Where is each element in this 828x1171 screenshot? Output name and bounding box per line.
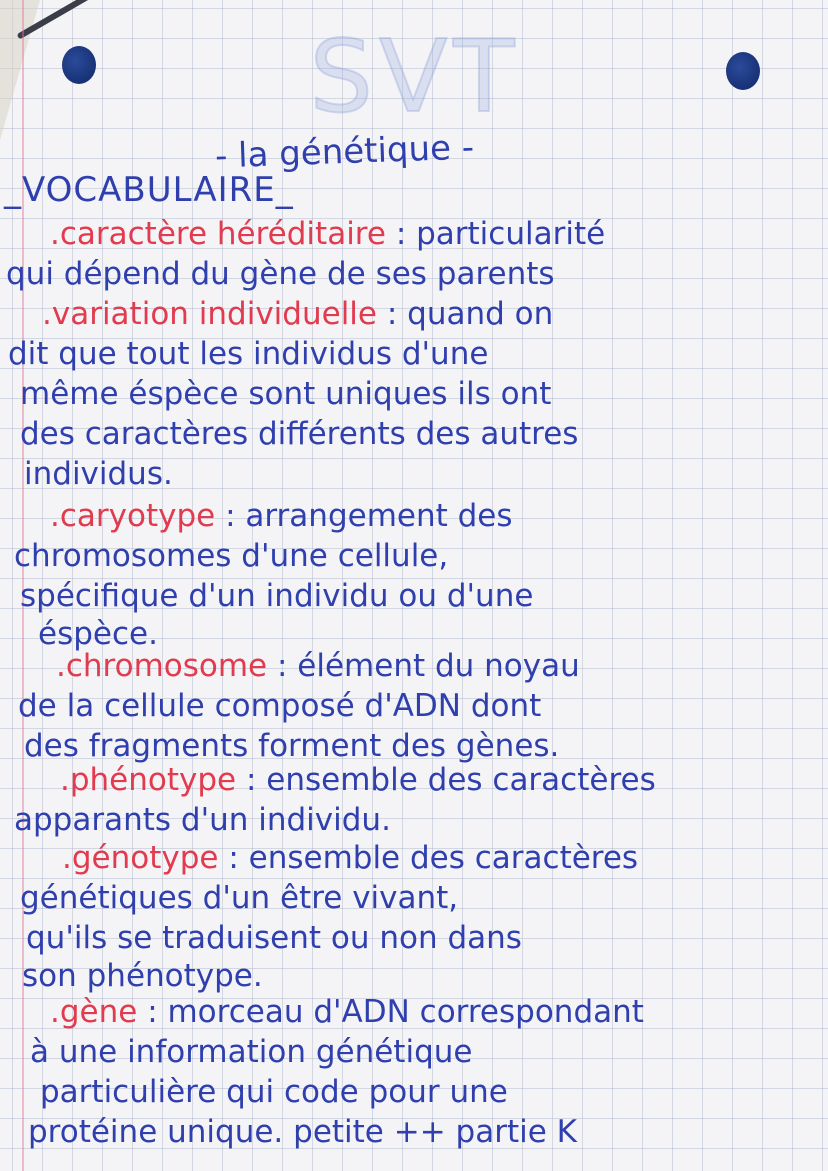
vocab-definition: spécifique d'un individu ou d'une xyxy=(20,578,534,614)
vocab-term: .caryotype xyxy=(50,498,216,534)
page-title: - la génétique - xyxy=(214,127,475,177)
vocab-definition: à une information génétique xyxy=(30,1034,473,1070)
vocab-definition: particulière qui code pour une xyxy=(40,1074,508,1110)
list-item xyxy=(60,760,656,800)
vocab-definition: des fragments forment des gènes. xyxy=(24,728,560,764)
vocab-definition: son phénotype. xyxy=(22,958,263,994)
vocab-term: .phénotype xyxy=(60,762,237,798)
vocab-definition: dit que tout les individus d'une xyxy=(8,336,489,372)
list-item xyxy=(50,496,513,536)
vocab-definition: protéine unique. petite ++ partie K xyxy=(28,1114,577,1150)
binder-hole-icon xyxy=(62,46,96,84)
list-item xyxy=(56,646,580,686)
vocab-definition: : ensemble des caractères xyxy=(245,762,656,798)
vocab-definition: éspèce. xyxy=(38,616,158,652)
list-item xyxy=(42,294,553,334)
vocab-definition: chromosomes d'une cellule, xyxy=(14,538,449,574)
vocab-term: .gène xyxy=(50,994,138,1030)
list-item xyxy=(50,992,644,1032)
binder-hole-icon xyxy=(726,52,760,90)
vocab-term: .variation individuelle xyxy=(42,296,377,332)
vocab-definition: : quand on xyxy=(386,296,554,332)
list-item xyxy=(50,214,605,254)
vocab-definition: : particularité xyxy=(395,216,606,252)
vocab-definition: apparants d'un individu. xyxy=(14,802,391,838)
vocab-definition: : élément du noyau xyxy=(277,648,580,684)
vocab-definition: qu'ils se traduisent ou non dans xyxy=(26,920,522,956)
folded-corner xyxy=(0,0,40,140)
vocab-definition: de la cellule composé d'ADN dont xyxy=(18,688,542,724)
vocab-definition: même éspèce sont uniques ils ont xyxy=(20,376,552,412)
vocab-definition: : arrangement des xyxy=(225,498,513,534)
subject-title: SVT xyxy=(309,18,521,135)
vocab-definition: génétiques d'un être vivant, xyxy=(20,880,459,916)
vocab-definition: qui dépend du gène de ses parents xyxy=(6,256,555,292)
vocab-term: .chromosome xyxy=(56,648,268,684)
vocab-definition: individus. xyxy=(24,456,173,492)
vocab-definition: : morceau d'ADN correspondant xyxy=(147,994,644,1030)
vocab-definition: : ensemble des caractères xyxy=(228,840,639,876)
list-item xyxy=(62,838,638,878)
section-heading: _VOCABULAIRE_ xyxy=(4,170,294,210)
vocab-term: .génotype xyxy=(62,840,219,876)
vocab-term: .caractère héréditaire xyxy=(50,216,386,252)
vocab-definition: des caractères différents des autres xyxy=(20,416,579,452)
